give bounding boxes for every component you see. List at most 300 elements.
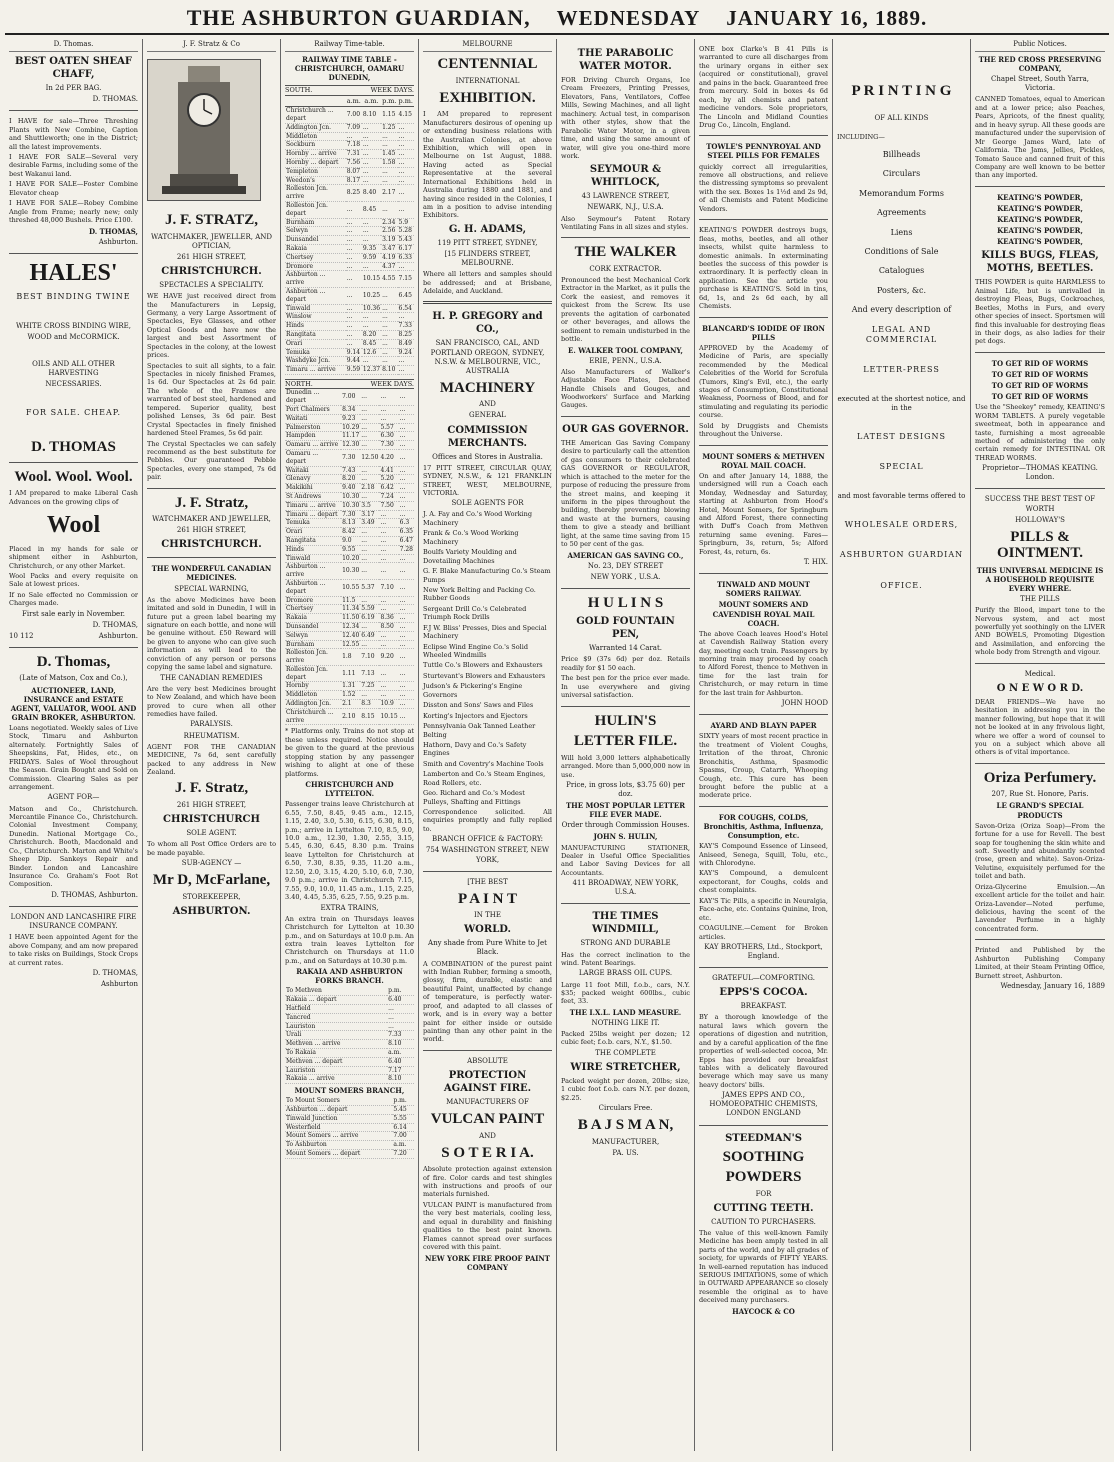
timetable-cell: ... [379, 554, 398, 563]
ad-name: D. THOMAS. [92, 95, 138, 104]
timetable-cell: ... [346, 227, 362, 236]
timetable-cell: 6.54 [398, 304, 414, 313]
cork: CORK EXTRACTOR. [589, 264, 662, 273]
timetable-cell: ... [399, 614, 414, 623]
agent-item: Eclipse Wind Engine Co.'s Solid Wheeled Windmills [423, 642, 528, 660]
timetable-row [285, 1005, 414, 1014]
keating-prop: Proprietor—THOMAS KEATING. London. [982, 464, 1098, 482]
coach-title: MOUNT SOMERS & METHVEN ROYAL MAIL COACH. [702, 451, 825, 470]
timetable-cell: 7.43 [341, 466, 360, 475]
timetable-cell: 5.37 [360, 579, 379, 596]
masthead-day: WEDNESDAY [556, 6, 701, 30]
timetable-row [285, 1106, 414, 1115]
divider [699, 445, 828, 446]
vulcan: VULCAN PAINT [430, 1111, 545, 1128]
agent-for-title: AGENT FOR— [47, 793, 100, 802]
wool-text: If no Sale effected no Commission or Charges made. [9, 590, 138, 608]
parabolic-text: FOR Driving Church Organs, Ice Cream Freezers, Printing Presses, Elevators, Fans, Ventilators, Coffee Mills, Sewing Machines, and all light machinery. Actual test, in comparison with other styles, show that the Parabolic Water Motor, in a given time, and using the same amount of water, will give you one-third more work. [561, 76, 690, 160]
timetable-cell: 6.35 [399, 528, 413, 536]
insurance-place: Ashburton [100, 980, 138, 989]
timetable-cell: Tinwald [285, 304, 346, 313]
timetable-cell: 7.15 [398, 271, 414, 288]
timetable-row [285, 218, 414, 227]
blancard-text: APPROVED by the Academy of Medicine of Paris, are specially recommended by the Medical Celebrities of the World for Scrofula (Tumors, King's Evil, etc.), the early stages of Consumption, Constitutional Weakness, Poorness of Blood, and for stimulating and regulating its periodic course. [699, 343, 828, 420]
keating-line: KEATING'S POWDER, [997, 203, 1083, 213]
timetable-cell: Chertsey [285, 253, 346, 262]
timetable-cell: ... [346, 304, 362, 313]
divider [699, 219, 828, 220]
including: INCLUDING— [837, 132, 885, 141]
divider [423, 871, 552, 872]
timetable-cell: Hatfield [285, 1005, 387, 1014]
timetable-cell: ... [399, 501, 414, 510]
agent-line: AUCTIONEER, LAND, INSURANCE and ESTATE AGENT, VALUATOR, WOOL AND GRAIN BROKER, ASHBURTON. [10, 685, 137, 722]
timetable-row [285, 614, 414, 623]
manufacturer: MANUFACTURER, [591, 1137, 660, 1146]
timetable-row [285, 528, 414, 537]
agent-for-text: Matson and Co., Christchurch. Mercantile Finance Co., Christchurch. Colonial Investment Company, Dunedin. National Mortgage Co., Christchurch. Booth, Macdonald and Co., Christchurch. Marton and White's Sheep Dip. Sankeys Repair and Binder. London and Lancashire Insurance Co. Graham's Foot Rot Composition. [9, 804, 138, 889]
redcross-addr: Chapel Street, South Yarra, Victoria. [990, 75, 1090, 93]
timetable-cell: Middleton [285, 132, 346, 141]
timetable-row [285, 322, 414, 331]
column-3 [281, 39, 419, 1451]
worms-line: TO GET RID OF WORMS [991, 369, 1089, 379]
oriza-sub: LE GRAND'S SPECIAL PRODUCTS [996, 801, 1084, 820]
timetable-cell: 10.25 [362, 287, 381, 304]
timetable-cell: Rangitata [285, 330, 346, 339]
timetable-cell: ... [399, 631, 414, 640]
timetable-row [285, 123, 414, 132]
timetable-cell: 8.10 [387, 1040, 414, 1049]
agent-item: J. A. Fay and Co.'s Wood Working Machinery [423, 510, 532, 527]
gregory-cities: SAN FRANCISCO, CAL, AND PORTLAND OREGON, SYDNEY, N.S.W. & MELBOURNE, VIC., AUSTRALIA [430, 339, 545, 375]
walker-co: E. WALKER TOOL COMPANY, [568, 345, 683, 355]
centennial: CENTENNIAL [437, 56, 538, 73]
timetable-cell: 2.56 [381, 227, 397, 236]
hulin-co: JOHN S. HULIN, [593, 832, 658, 842]
timetable-cell: ... [362, 227, 381, 236]
divider [561, 903, 690, 904]
letterpress: LETTER-PRESS [863, 365, 940, 375]
divider [423, 1050, 552, 1051]
timetable-row [285, 167, 414, 176]
general: GENERAL [469, 411, 506, 420]
column-6 [695, 39, 833, 1451]
lyttelton-text: Passenger trains leave Christchurch at 6.55, 7.50, 8.45, 9.45 a.m., 12.15, 1.15, 2.40, 3.0, 5.30, 6.15, 6.30, 8.15, p.m.; arrive in Lyttelton 7.10, 8.5, 9.0, 10.0 a.m., 12.30, 1.30, 2.55, 3.15, 5.45, 6.30, 6.45, 8.30 p.m. Trains leave Lyttelton for Christchurch at 6.50, 7.30, 8.35, 9.35, 11.20 a.m., 12.50, 2.0, 3.15, 4.20, 5.10, 6.0, 7.30, 9.0 p.m.; arrive in Christchurch 7.15, 7.55, 9.0, 10.0, 11.45 a.m., 1.15, 2.25, 3.40, 4.45, 5.35, 6.25, 7.55, 9.25 p.m. [285, 800, 414, 902]
timetable-cell: Hornby [285, 682, 341, 691]
timetable-cell: 10.15 [379, 708, 398, 725]
exhibition-addr: [15 FLINDERS STREET, MELBOURNE. [444, 249, 531, 268]
timetable-cell: 6.49 [360, 631, 379, 640]
divider [975, 488, 1105, 489]
success: SUCCESS THE BEST TEST OF WORTH [984, 495, 1096, 513]
column-2 [143, 39, 281, 1451]
coach-text: On and after January 14, 1888, the undersigned will run a Coach each Monday, Wednesday and Saturday, starting at Ashburton from Hood's Hotel, Mount Somers, for Springburn and Alford Forest, there connecting with Duff's Coach from Methven returning same evening. Fares—Springburn, 3s, return, 5s; Alford Forest, 4s, return, 6s. [699, 471, 828, 556]
timetable-cell: 8.25 [346, 185, 362, 202]
hales-line: OILS AND ALL OTHER HARVESTING [32, 359, 115, 377]
timetable-north [285, 389, 414, 725]
timetable-cell: ... [379, 414, 398, 423]
agent-item: Hathorn, Davy and Co.'s Safety Engines [423, 740, 527, 758]
timetable-cell: ... [379, 389, 398, 405]
worms-line: TO GET RID OF WORMS [991, 381, 1089, 390]
week-label: WEEK DAYS. [370, 86, 414, 95]
timetable-cell: ... [381, 287, 397, 304]
timetable-cell: 8.42 [341, 528, 360, 537]
timetable-cell: 6.14 [392, 1123, 414, 1132]
warranted: Warranted 14 Carat. [588, 644, 662, 653]
timetable-cell: 7.09 [346, 123, 361, 131]
timetable-cell: 3.5 [360, 501, 379, 510]
commission: COMMISSION MERCHANTS. [447, 424, 528, 449]
pills-ointment: PILLS & OINTMENT. [997, 528, 1083, 562]
agent-sub: (Late of Matson, Cox and Co.), [19, 674, 128, 683]
agent-item: Disston and Sons' Saws and Files [423, 701, 534, 710]
printing-item: Billheads [882, 150, 921, 160]
ashburton: ASHBURTON. [172, 905, 251, 917]
timetable-cell: ... [399, 605, 414, 614]
timetable-cell: 10.15 [362, 271, 381, 288]
epps-title: GRATEFUL—COMFORTING. [712, 974, 815, 983]
timetable-cell: 2.34 [381, 218, 397, 227]
popular: THE MOST POPULAR LETTER FILE EVER MADE. [565, 801, 686, 820]
cavendish-text: The above Coach leaves Hood's Hotel at Cavendish Railway Station every day, meeting each train. Passengers by morning train may proceed by coach to Alford Forest, thence to Methven in time for the last train for Christchurch, or may return in time for the last train for Ashburton. [699, 629, 828, 697]
column-1 [5, 39, 143, 1451]
timetable-cell: 12.37 [362, 366, 381, 374]
stratz-name: J. F. STRATZ, [165, 212, 258, 229]
timetable-cell: ... [399, 449, 414, 466]
timetable-cell: 10.55 [341, 579, 360, 596]
timetable-cell: ... [381, 304, 397, 313]
wool-text: First sale early in November. [22, 609, 125, 618]
timetable-cell: 7.28 [399, 545, 413, 553]
stratz-name: J. F. Stratz, [174, 494, 249, 511]
timetable-cell: ... [398, 167, 414, 176]
hulins: H U L I N S [587, 594, 664, 611]
timetable-cell: Rolleston Jcn. arrive [285, 185, 346, 202]
ayer-title: AYARD AND BLAYN PAPER [710, 721, 817, 731]
timetable-cell: Dunsandel [285, 622, 341, 631]
timetable-cell: ... [360, 492, 379, 501]
timetable-cell: ... [398, 357, 414, 366]
oriza: Oriza Perfumery. [983, 769, 1097, 786]
timetable-cell: 8.36 [379, 614, 398, 623]
timetable-cell: ... [362, 322, 381, 331]
timetable-cell: 2.18 [360, 484, 379, 493]
agent-title: D. Thomas, [36, 653, 111, 670]
seymour-addr: 43 LAWRENCE STREET, [581, 192, 670, 201]
timetable-cell: 7.00 [346, 107, 362, 124]
timetable-cell: 6.33 [398, 253, 414, 262]
timetable-cell: Urali [285, 1031, 387, 1040]
storekeeper: STOREKEEPER, [182, 892, 241, 901]
timetable-cell: ... [398, 150, 414, 159]
timetable-cell: 8.25 [398, 330, 414, 339]
timetable-row [285, 405, 414, 414]
branch-addr: 754 WASHINGTON STREET, NEW YORK, [425, 846, 550, 864]
timetable-cell: ... [399, 554, 414, 563]
moderate: and most favorable terms offered to [837, 491, 966, 500]
timetable-cell: 1.15 [381, 107, 397, 124]
divider [699, 714, 828, 715]
clock-engraving [147, 59, 261, 201]
one-text: DEAR FRIENDS—We have no hesitation in addressing you in the manner following, but hope that it will not be looked at in any frivolous light, where we offer a word of counsel to you on a subject which above all others is of vital importance. [975, 697, 1105, 757]
bajsman-addr: PA. US. [612, 1149, 639, 1157]
printing-item: Memorandum Forms [859, 188, 944, 198]
agent-item: G. F. Blake Manufacturing Co.'s Steam Pumps [423, 567, 551, 584]
timetable-cell: 8.13 [341, 519, 360, 528]
timetable-cell: 7.25 [360, 682, 379, 691]
timetable-cell: 10.29 [342, 423, 360, 431]
sub-agency: SUB-AGENCY — [181, 858, 242, 867]
printing-item: Conditions of Sale [864, 246, 939, 256]
timetable-cell: 10.9 [379, 700, 398, 709]
week-label: WEEK DAYS. [370, 379, 414, 388]
wool-text: Wool Packs and every requisite on Sale at lowest prices. [9, 571, 138, 589]
keating-line: KEATING'S POWDER, [997, 226, 1083, 236]
timetable-cell: Ashburton ... arrive [285, 563, 341, 580]
universal: THIS UNIVERSAL MEDICINE IS A HOUSEHOLD REQUISITE EVERY WHERE. [976, 565, 1104, 593]
insurance-text: I HAVE been appointed Agent for the above Company, and am now prepared to take risks on Buildings, Stock Crops at current rates. [9, 933, 138, 967]
timetable-cell: ... [398, 313, 414, 322]
timetable-row [285, 1132, 414, 1141]
timetable-header-cell: p.m. [398, 96, 413, 105]
timetable-cell: 4.20 [379, 449, 398, 466]
gas-text: THE American Gas Saving Company desire to particularly call the attention of gas consumers to their celebrated GAS GOVERNOR or REGULATOR, which is attached to the meter for the purpose of reducing the pressure from the street mains, and keeping it uniform in the pipes throughout the building, thereby preventing blowing and waste at the burners, causing them to give a steady and brilliant light, at the same time saving from 15 to 50 per cent of the gas. [561, 438, 690, 549]
timetable-cell: ... [381, 322, 397, 331]
timetable-cell: ... [346, 262, 362, 271]
wind-note: Has the correct inclination to the wind. Patent Bearings. [561, 950, 690, 967]
absolute: ABSOLUTE [467, 1056, 508, 1065]
lyttelton-title: CHRISTCHURCH AND LYTTELTON. [305, 780, 394, 799]
sale-item: I HAVE FOR SALE—Foster Combine Elevator cheap [9, 180, 138, 197]
bajsman: B A J S M A N, [577, 1117, 674, 1134]
powders: POWDERS [725, 1169, 802, 1186]
post-note: To whom all Post Office Orders are to be made payable. [147, 840, 276, 857]
paint: P A I N T [458, 890, 517, 907]
agent-item: Sergeant Drill Co.'s Celebrated Triumph Rock Drills [423, 604, 527, 622]
lxl: THE I.X.L. LAND MEASURE. [569, 1007, 682, 1017]
masthead [5, 5, 1109, 35]
timetable-cell: ... [399, 432, 414, 441]
timetable-row [285, 579, 414, 596]
timetable-cell: ... [381, 132, 397, 141]
stratz-name: J. F. Stratz, [174, 780, 249, 797]
printing-item: Posters, &c. [876, 285, 927, 295]
timetable-cell: Rakaia ... depart [285, 996, 387, 1005]
pills-text: Purify the Blood, impart tone to the Nervous system, and act most powerfully yet soothingly on the LIVER AND BOWELS, Promoting Digestion and Assimilation, and enforcing the whole body from Strength and vigour. [975, 606, 1105, 657]
exhibition-addr: Where all letters and samples should be addressed; and at Brisbane, Adelaide, and Auckland. [423, 270, 552, 296]
agent-line: AGENT FOR THE CANADIAN MEDICINE, 7s 6d, sent carefully packed to any address in New Zealand. [147, 742, 276, 776]
timetable-cell: ... [360, 389, 379, 405]
timetable-cell: Tinwald [285, 554, 341, 563]
soteria: S O T E R I A. [441, 1144, 534, 1161]
timetable-cell: 7.30 [341, 510, 360, 519]
timetable-cell: ... [379, 665, 398, 682]
timetable-row [285, 501, 414, 510]
oriza-addr: 207, Rue St. Honore, Paris. [991, 790, 1089, 799]
timetable-cell: Selwyn [285, 631, 341, 640]
timetable-cell: Temuka [285, 348, 346, 357]
timetable-cell: 11.17 [342, 432, 360, 440]
timetable-cell: Dromore [285, 596, 341, 605]
timetable-cell: 8.20 [341, 475, 360, 484]
timetable-cell: 1.45 [381, 150, 397, 159]
printing-list [837, 150, 966, 296]
cutting: CUTTING TEETH. [713, 1202, 814, 1214]
printing: P R I N T I N G [851, 83, 952, 99]
hulin-addr: 411 BROADWAY, NEW YORK, U.S.A. [572, 879, 679, 897]
timetable-row [285, 202, 414, 219]
printed-date: Wednesday, January 16, 1889 [1000, 982, 1105, 991]
timetable-row [285, 475, 414, 484]
extra-title: EXTRA TRAINS, [320, 903, 379, 912]
kills: KILLS BUGS, FLEAS, MOTHS, BEETLES. [981, 250, 1099, 275]
pen: GOLD FOUNTAIN PEN, [576, 616, 675, 641]
parabolic-title: THE PARABOLIC WATER MOTOR. [577, 48, 674, 72]
column-5 [557, 39, 695, 1451]
timetable-cell: 7.31 [346, 150, 361, 158]
column-8 [971, 39, 1109, 1451]
timetable-cell: ... [381, 339, 397, 348]
timetable-cell: ... [362, 357, 381, 366]
timetable-cell: ... [360, 441, 379, 450]
timetable-cell: 9.35 [362, 245, 381, 254]
timetable-cell: ... [362, 150, 381, 159]
agent-sig: D. THOMAS, Ashburton. [51, 890, 138, 899]
timetable-row [285, 1097, 414, 1105]
timetable-cell: Lauriston [285, 1022, 387, 1031]
timetable-cell: Rolleston Jcn. depart [285, 665, 341, 682]
timetable-cell: 6.3 [399, 519, 414, 528]
keating-text: THIS POWDER is quite HARMLESS to Animal Life, but is unrivalled in destroying Fleas, Bugs, Cockroaches, Beetles, Moths in Furs, and every other species of insect. Sportsmen will find this invaluable for destroying fleas in their dogs, as also ladies for their pet dogs. [975, 278, 1105, 346]
timetable-cell: 8.3 [360, 700, 379, 709]
timetable-cell: Addington Jcn. [285, 700, 341, 709]
timetable-cell: ... [360, 563, 379, 580]
divider [9, 110, 138, 111]
manufacturers: MANUFACTURERS OF [446, 1097, 529, 1106]
timetable-row [285, 492, 414, 501]
timetable-row [285, 605, 414, 614]
agent-list [423, 510, 552, 806]
timetable-row [285, 287, 414, 304]
stratz-city: CHRISTCHURCH. [161, 265, 262, 277]
timetable-cell: Middleton [285, 691, 341, 700]
timetable-cell: Chertsey [285, 605, 341, 614]
timetable-south [285, 96, 414, 375]
timetable-row [285, 1031, 414, 1040]
timetable-row [285, 271, 414, 288]
timetable-row [285, 554, 414, 563]
divider [975, 663, 1105, 664]
timetable-row [285, 1123, 414, 1132]
timetable-cell: 8.10 [381, 366, 397, 375]
timetable-cell: To Methven [285, 987, 387, 995]
order: Order through Commission Houses. [561, 821, 690, 830]
timetable-cell: 7.33 [398, 322, 414, 331]
timetable-cell: ... [379, 545, 398, 554]
timetable-row [285, 132, 414, 141]
timetable-cell: ... [398, 176, 414, 185]
timetable-row [285, 1013, 414, 1022]
timetable-cell: ... [399, 700, 414, 709]
masthead-date: JANUARY 16, 1889. [726, 6, 928, 30]
timetable-cell: ... [379, 682, 398, 691]
timetable-row [285, 366, 414, 375]
cavendish-name: JOHN HOOD [781, 699, 828, 708]
timetable-cell: ... [362, 236, 381, 245]
divider [561, 706, 690, 707]
timetable-cell: ... [362, 176, 381, 185]
file-text: Will hold 3,000 letters alphabetically arranged. More than 5,000,000 now in use. [561, 753, 690, 779]
timetable-cell: 9.59 [346, 366, 361, 374]
stratz-text: Spectacles to suit all sights, to a fair. Spectacles in nicely finished Frames, 1s 6d. Our Spectacles at 2s 6d pair. The whole of the Frames are warranted of best steel, hardened and tempered. Superior quality, best polished Lenses, 3s 6d pair. Best Crystal Spectacles in finely finished hardened Steel Frames, 5s 6d pair. [147, 361, 276, 438]
timetable-cell: 8.40 [362, 185, 381, 202]
agent-item: Judson's & Pickering's Engine Governors [423, 682, 523, 699]
worms-list [975, 359, 1105, 401]
tinwald-title: TINWALD AND MOUNT SOMERS RAILWAY. [716, 580, 811, 599]
ad-place: Ashburton. [98, 237, 138, 246]
holloways: HOLLOWAY'S [1015, 515, 1065, 524]
timetable-cell: ... [362, 262, 381, 271]
timetable-cell: ... [399, 405, 414, 414]
timetable-cell: 7.33 [387, 1031, 414, 1040]
timetable-cell: To Rakaia [285, 1049, 387, 1058]
column-header: Railway Time-table. [285, 39, 414, 52]
rheumatism-title: RHEUMATISM. [183, 731, 240, 740]
timetable-cell: ... [379, 605, 398, 614]
south-label: SOUTH. [285, 86, 313, 95]
agent-text: Loans negotiated. Weekly sales of Live Stock, Timaru and Ashburton alternately. Fortnightly Sales of Sheepskins, Fat, Hides, etc., on FRIDAYS. Sales of Wool throughout the Season. Grain Bought and Sold on Commission. Clearing Sales as per arrangement. [9, 723, 138, 791]
timetable-cell: ... [381, 141, 397, 150]
agent-item: Tuttle Co.'s Blowers and Exhausters [423, 661, 543, 670]
timetable-cell: ... [399, 492, 414, 501]
divider [9, 462, 138, 463]
timetable-row [285, 996, 414, 1005]
timetable-cell: 5.43 [398, 236, 414, 245]
gas-title: OUR GAS GOVERNOR. [562, 423, 689, 435]
timetable-cell: Oamaru ... depart [285, 449, 341, 466]
timetable-cell: Timaru ... arrive [285, 366, 346, 375]
timetable-row [285, 1114, 414, 1123]
timetable-row [285, 107, 414, 124]
timetable-cell: 10.20 [342, 554, 360, 562]
timetable-row [285, 141, 414, 150]
branch: BRANCH OFFICE & FACTORY: [432, 835, 543, 844]
printed: Printed and Published by the Ashburton Publishing Company Limited, at their Steam Printing Office, Burnett street, Ashburton. [975, 946, 1105, 980]
timetable-cell: ... [398, 141, 414, 150]
timetable-cell: 9.44 [346, 357, 361, 365]
timetable-cell: ... [399, 640, 414, 649]
gas-co: AMERICAN GAS SAVING CO., [567, 550, 684, 560]
divider [147, 557, 276, 558]
timetable-cell: Hornby ... arrive [285, 150, 346, 159]
canadian-warn: SPECIAL WARNING, [174, 584, 249, 593]
latest: LATEST DESIGNS [857, 431, 946, 441]
timetable-row [285, 1075, 414, 1084]
timetable-cell: ... [360, 423, 379, 432]
timetable-cell: ... [360, 432, 379, 441]
timetable-cell: ... [387, 1022, 414, 1031]
extra-text: An extra train on Thursdays leaves Christchurch for Lyttelton at 10.30 p.m., and on Saturdays at 10.0 p.m. An extra train leaves Lyttelton for Christchurch on Thursdays at 11.0 p.m., and on Saturdays at 10.30 p.m. [285, 914, 414, 965]
timetable-cell: ... [360, 405, 379, 414]
timetable-mount [285, 1097, 414, 1159]
timetable-cell: 11.34 [342, 605, 360, 613]
agent-item: Frank & Co.'s Wood Working Machinery [423, 529, 519, 546]
timetable-cell: ... [399, 649, 414, 666]
timetable-rakaia [285, 987, 414, 1084]
hulin-desc: MANUFACTURING STATIONER, Dealer in Useful Office Specialities and Labor Saving Devices for all Accountants. [561, 843, 690, 877]
